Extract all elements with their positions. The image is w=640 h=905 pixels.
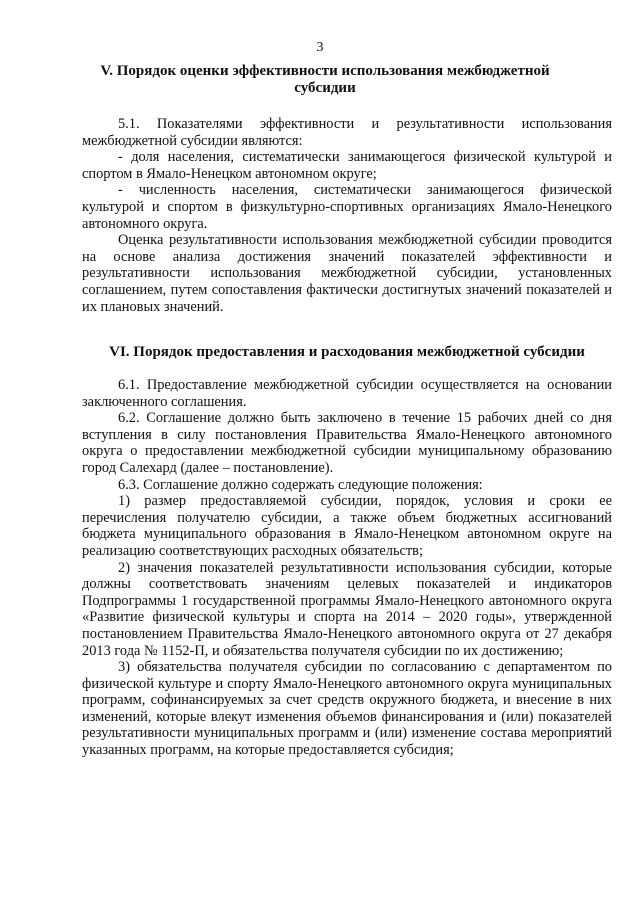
section-5-title-line-1: V. Порядок оценки эффективности использования межбюджетной bbox=[100, 63, 550, 79]
section-6-title: VI. Порядок предоставления и расходования межбюджетной субсидии bbox=[109, 344, 585, 360]
page-number: 3 bbox=[316, 40, 324, 55]
section-5-title bbox=[40, 63, 610, 97]
paragraph-6-2: 6.2. Соглашение должно быть заключено в течение 15 рабочих дней со дня вступления в силу постановления Правительства Ямало-Ненецкого автономного округа о предоставлении межбюджетной субсидии муниципальному образованию город Салехард (далее – постановление). bbox=[82, 410, 612, 476]
list-item-population-count: - численность населения, систематически занимающегося физической культурой и спортом в физкультурно-спортивных организациях Ямало-Ненецкого автономного округа. bbox=[82, 182, 612, 232]
paragraph-5-1: 5.1. Показателями эффективности и результативности использования межбюджетной субсидии являются: bbox=[82, 116, 612, 149]
section-5-title-line-2: субсидии bbox=[294, 80, 356, 96]
paragraph-6-3-item-3: 3) обязательства получателя субсидии по согласованию с департаментом по физической культуре и спорту Ямало-Ненецкого автономного округа муниципальных программ, софинансируемых за счет средств окружного бюджета, и внесение в них изменений, которые влекут изменения объемов финансирования и (или) показателей результативности муниципальных программ и (или) изменение состава мероприятий указанных программ, на которые предоставляется субсидия; bbox=[82, 659, 612, 759]
paragraph-6-3: 6.3. Соглашение должно содержать следующие положения: bbox=[118, 476, 483, 493]
section-6-body bbox=[82, 377, 612, 759]
paragraph-6-1: 6.1. Предоставление межбюджетной субсидии осуществляется на основании заключенного соглашения. bbox=[82, 377, 612, 410]
paragraph-6-3-item-1: 1) размер предоставляемой субсидии, порядок, условия и сроки ее перечисления получателю субсидии, а также объем бюджетных ассигнований бюджета муниципального образования в Ямало-Ненецком автономном округе на реализацию соответствующих расходных обязательств; bbox=[82, 493, 612, 559]
section-5-body bbox=[82, 116, 612, 315]
list-item-population-share: - доля населения, систематически занимающегося физической культурой и спортом в Ямало-Ненецком автономном округе; bbox=[82, 149, 612, 182]
paragraph-6-3-item-2: 2) значения показателей результативности использования субсидии, которые должны соответствовать значениям целевых показателей и индикаторов Подпрограммы 1 государственной программы Ямало-Ненецкого автономного округа «Развитие физической культуры и спорта на 2014 – 2020 годы», утвержденной постановлением Правительства Ямало-Ненецкого автономного округа от 27 декабря 2013 года № 1152-П, и обязательства получателя субсидии по их достижению; bbox=[82, 559, 612, 659]
paragraph-assessment: Оценка результативности использования межбюджетной субсидии проводится на основе анализа достижения значений показателей эффективности и результативности использования межбюджетной субсидии, установленных соглашением, путем сопоставления фактически достигнутых значений показателей и их плановых значений. bbox=[82, 232, 612, 315]
